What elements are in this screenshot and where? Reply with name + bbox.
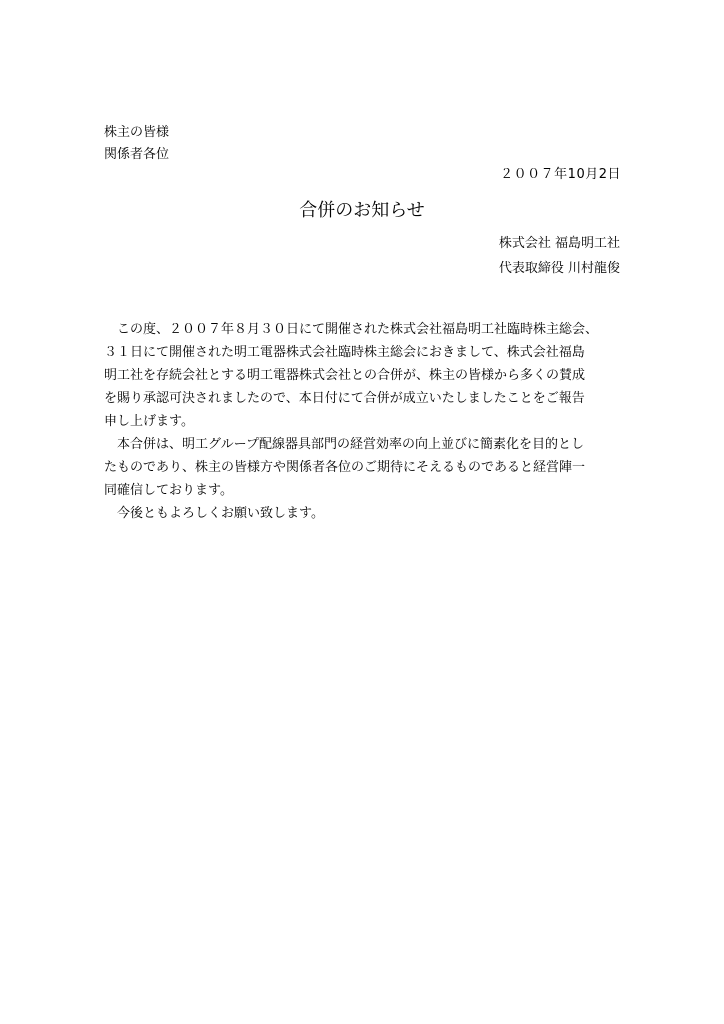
letter-date: ２００７年10月2日 [500,167,621,182]
addressee-block [104,122,169,166]
body-line: 明工社を存続会社とする明工電器株式会社との合併が、株主の皆様から多くの賛成 [104,368,586,383]
body-line: 本合併は、明工グループ配線器具部門の経営効率の向上並びに簡素化を目的とし [104,437,584,452]
sender-representative: 代表取締役 川村龍俊 [498,261,620,276]
body-line: この度、２００７年８月３０日にて開催された株式会社福島明工社臨時株主総会、 [104,322,599,337]
letter-body [104,318,632,525]
body-line: 同確信しております。 [104,483,233,498]
addressee-stakeholders: 関係者各位 [104,147,170,162]
letter-title: 合併のお知らせ [299,200,425,221]
body-line: 申し上げます。 [104,414,194,429]
sender-block [499,231,620,281]
sender-company: 株式会社 福島明工社 [498,236,620,251]
body-line: ３１日にて開催された明工電器株式会社臨時株主総会におきまして、株式会社福島 [104,345,585,360]
body-line: たものであり、株主の皆様方や関係者各位のご期待にそえるものであると経営陣一 [104,460,586,475]
body-line: を賜り承認可決されましたので、本日付にて合併が成立いたしましたことをご報告 [104,391,585,406]
body-line: 今後ともよろしくお願い致します。 [104,506,324,521]
addressee-shareholders: 株主の皆様 [104,125,170,140]
